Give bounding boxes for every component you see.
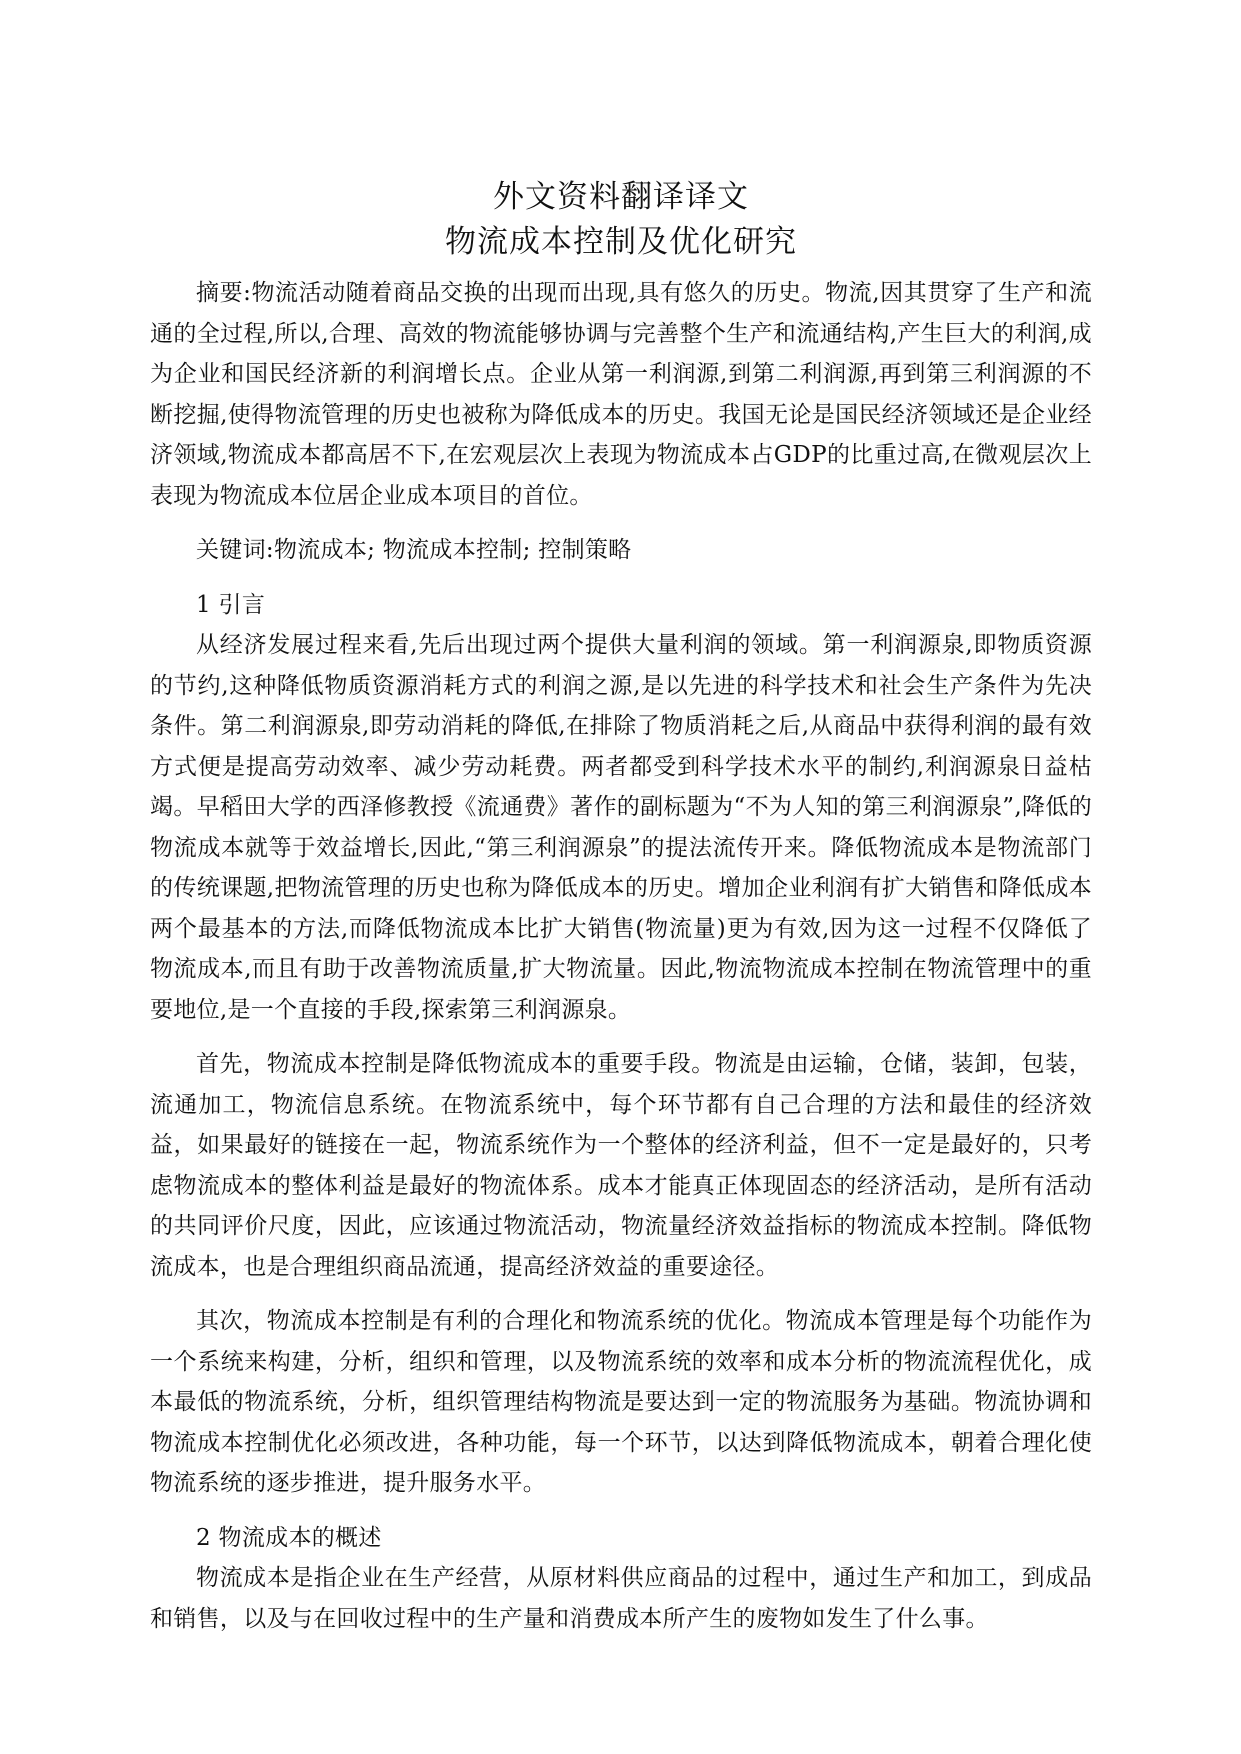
section-1-paragraph-1: 从经济发展过程来看,先后出现过两个提供大量利润的领域。第一利润源泉,即物质资源的节约,这种降低物质资源消耗方式的利润之源,是以先进的科学技术和社会生产条件为先决条件。第二利润源泉,即劳动消耗的降低,在排除了物质消耗之后,从商品中获得利润的最有效方式便是提高劳动效率、减少劳动耗费。两者都受到科学技术水平的制约,利润源泉日益枯竭。早稻田大学的西泽修教授《流通费》著作的副标题为“不为人知的第三利润源泉”,降低的物流成本就等于效益增长,因此,“第三利润源泉”的提法流传开来。降低物流成本是物流部门的传统课题,把物流管理的历史也称为降低成本的历史。增加企业利润有扩大销售和降低成本两个最基本的方法,而降低物流成本比扩大销售(物流量)更为有效,因为这一过程不仅降低了物流成本,而且有助于改善物流质量,扩大物流量。因此,物流物流成本控制在物流管理中的重要地位,是一个直接的手段,探索第三利润源泉。 xyxy=(150,632,1092,1023)
abstract-paragraph: 摘要:物流活动随着商品交换的出现而出现,具有悠久的历史。物流,因其贯穿了生产和流通的全过程,所以,合理、高效的物流能够协调与完善整个生产和流通结构,产生巨大的利润,成为企业和国民经济新的利润增长点。企业从第一利润源,到第二利润源,再到第三利润源的不断挖掘,使得物流管理的历史也被称为降低成本的历史。我国无论是国民经济领域还是企业经济领域,物流成本都高居不下,在宏观层次上表现为物流成本占GDP的比重过高,在微观层次上表现为物流成本位居企业成本项目的首位。 xyxy=(150,280,1092,509)
section-2-heading: 2 物流成本的概述 xyxy=(196,1524,382,1551)
document-page xyxy=(150,175,1092,1639)
document-title: 外文资料翻译译文 xyxy=(493,179,749,215)
section-1-paragraph-3: 其次，物流成本控制是有利的合理化和物流系统的优化。物流成本管理是每个功能作为一个系统来构建，分析，组织和管理，以及物流系统的效率和成本分析的物流流程优化，成本最低的物流系统，分析，组织管理结构物流是要达到一定的物流服务为基础。物流协调和物流成本控制优化必须改进，各种功能，每一个环节，以达到降低物流成本，朝着合理化使物流系统的逐步推进，提升服务水平。 xyxy=(150,1308,1092,1496)
document-subtitle: 物流成本控制及优化研究 xyxy=(445,224,797,260)
section-1-paragraph-2: 首先，物流成本控制是降低物流成本的重要手段。物流是由运输，仓储，装卸，包装，流通加工，物流信息系统。在物流系统中，每个环节都有自己合理的方法和最佳的经济效益，如果最好的链接在一起，物流系统作为一个整体的经济利益，但不一定是最好的，只考虑物流成本的整体利益是最好的物流体系。成本才能真正体现固态的经济活动，是所有活动的共同评价尺度，因此，应该通过物流活动，物流量经济效益指标的物流成本控制。降低物流成本，也是合理组织商品流通，提高经济效益的重要途径。 xyxy=(150,1051,1092,1280)
section-2-paragraph-1: 物流成本是指企业在生产经营，从原材料供应商品的过程中，通过生产和加工，到成品和销售，以及与在回收过程中的生产量和消费成本所产生的废物如发生了什么事。 xyxy=(150,1565,1092,1632)
section-1-heading: 1 引言 xyxy=(196,591,266,618)
keywords-line: 关键词:物流成本; 物流成本控制; 控制策略 xyxy=(196,537,632,563)
